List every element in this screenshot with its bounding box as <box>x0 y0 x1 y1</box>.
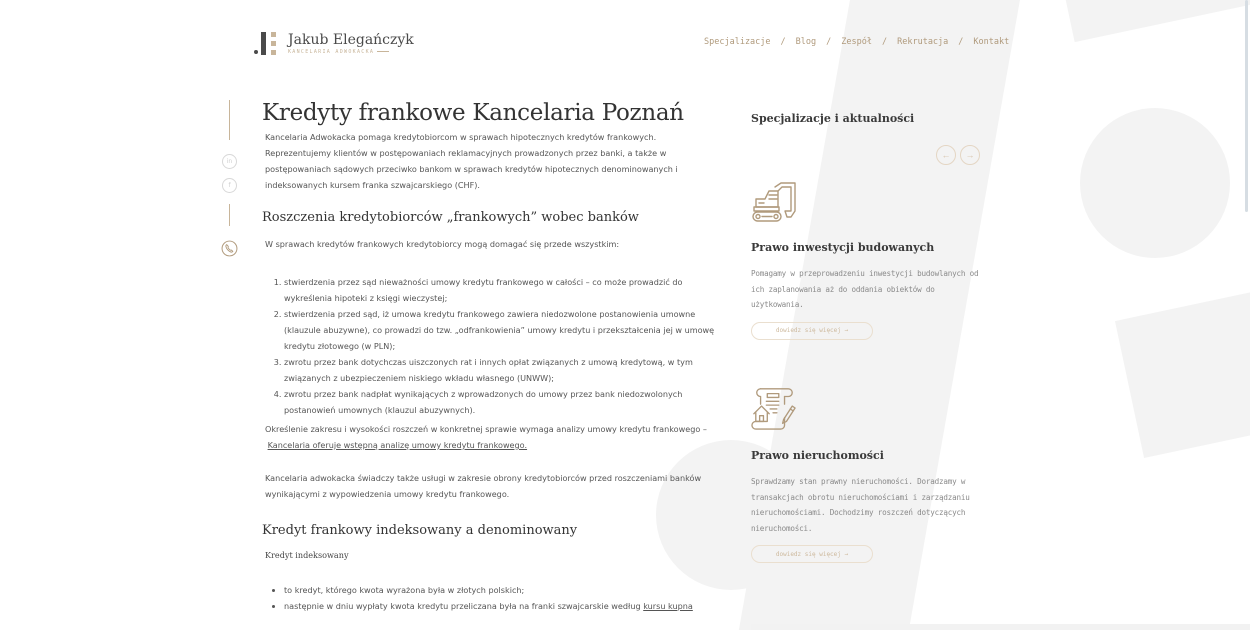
property-document-icon <box>751 385 797 431</box>
nav-separator: / <box>958 37 964 47</box>
main-content <box>262 98 722 614</box>
site-logo[interactable] <box>254 31 414 57</box>
carousel-next-button[interactable]: → <box>960 145 980 165</box>
footer-strip <box>751 624 1250 630</box>
claims-list <box>262 274 722 418</box>
logo-subtitle: KANCELARIA ADWOKACKA <box>288 48 414 56</box>
list-item: 4. zwrotu przez bank nadpłat wynikających z wprowadzonych do umowy przez bank niedozwolonych postanowień umownych (klauzul abuzywnych). <box>284 386 722 418</box>
defense-paragraph: Kancelaria adwokacka świadczy także usługi w zakresie obrony kredytobiorców przed roszczeniami banków wynikającymi z wypowiedzenia umowy kredytu frankowego. <box>265 473 702 499</box>
card-title: Prawo inwestycji budowanych <box>751 241 935 254</box>
sidebar <box>751 112 991 558</box>
list-item: 3. zwrotu przez bank dotychczas uiszczonych rat i innych opłat związanych z umową kredytową, w tym związanych z ubezpieczeniem niskiego wkładu własnego (UNWW); <box>284 354 722 386</box>
background-corner-shape <box>1060 0 1250 42</box>
list-item: 1. stwierdzenia przez sąd nieważności umowy kredytu frankowego w całości – co może prowadzić do wykreślenia hipoteki z księgi wieczystej; <box>284 274 722 306</box>
nav-zespol[interactable]: Zespół <box>841 37 872 47</box>
index-heading: Kredyt frankowy indeksowany a denominowany <box>262 523 578 538</box>
list-item: • następnie w dniu wypłaty kwota kredytu przeliczana była na franki szwajcarskie według kursu kupna <box>284 598 722 614</box>
list-item: 2. stwierdzenia przed sąd, iż umowa kredytu frankowego zawiera niedozwolone postanowienia umowne (klauzule abuzywne), co prowadzi do tzw. „odfrankowienia” umowy kredytu i przekształcenia jej w umowę kredytu złotowego (w PLN); <box>284 306 722 354</box>
learn-more-button[interactable]: dowiedz się więcej → <box>751 545 873 563</box>
nav-separator: / <box>780 37 786 47</box>
card-title: Prawo nieruchomości <box>751 449 884 462</box>
claims-heading: Roszczenia kredytobiorców „frankowych” wobec banków <box>262 210 639 225</box>
rail-divider <box>229 100 230 140</box>
logo-name: Jakub Elegańczyk <box>288 31 414 48</box>
main-nav <box>704 37 1009 47</box>
index-subheading: Kredyt indeksowany <box>265 550 349 560</box>
nav-blog[interactable]: Blog <box>795 37 817 47</box>
nav-separator: / <box>826 37 832 47</box>
nav-rekrutacja[interactable]: Rekrutacja <box>897 37 949 47</box>
page-scrollbar[interactable] <box>1245 0 1248 212</box>
nav-specjalizacje[interactable]: Specjalizacje <box>704 37 771 47</box>
nav-kontakt[interactable]: Kontakt <box>973 37 1010 47</box>
phone-icon[interactable] <box>221 240 238 257</box>
specialization-card <box>751 385 991 563</box>
facebook-icon[interactable]: f <box>222 178 237 193</box>
linkedin-icon[interactable]: in <box>222 154 237 169</box>
excavator-icon <box>751 181 797 223</box>
learn-more-button[interactable]: dowiedz się więcej → <box>751 322 873 340</box>
nav-separator: / <box>881 37 888 47</box>
carousel-prev-button[interactable]: ← <box>936 145 956 165</box>
specialization-card <box>751 181 991 340</box>
scope-paragraph: Określenie zakresu i wysokości roszczeń w konkretnej sprawie wymaga analizy umowy kredytu frankowego – Kancelaria oferuje wstępną analizę umowy kredytu frankowego. <box>265 424 707 450</box>
contract-analysis-link[interactable]: Kancelaria oferuje wstępną analizę umowy kredytu frankowego. <box>267 440 528 450</box>
card-description: Pomagamy w przeprowadzeniu inwestycji budowlanych od ich zaplanowania aż do oddania obiektów do użytkowania. <box>751 269 979 309</box>
intro-paragraph: Kancelaria Adwokacka pomaga kredytobiorcom w sprawach hipotecznych kredytów frankowych. Reprezentujemy klientów w postępowaniach reklamacyjnych prowadzonych przez banki, a także w postępowaniach sądowych przeciwko bankom w sprawach kredytów hipotecznych denominowanych i indeksowanych kursem franka szwajcarskiego (CHF). <box>265 132 678 190</box>
rail-divider <box>229 204 230 226</box>
logo-mark-icon <box>254 31 280 57</box>
background-square-shape <box>1115 292 1250 458</box>
carousel-controls <box>936 145 980 165</box>
index-list <box>262 582 722 614</box>
card-description: Sprawdzamy stan prawny nieruchomości. Doradzamy w transakcjach obrotu nieruchomościami i zarządzaniu nieruchomościami. Dochodzimy roszczeń dotyczących nieruchomości. <box>751 477 970 533</box>
page-title: Kredyty frankowe Kancelaria Poznań <box>262 100 684 126</box>
background-circle-shape <box>1080 108 1230 258</box>
list-item: • to kredyt, którego kwota wyrażona była w złotych polskich; <box>284 582 722 598</box>
claims-intro: W sprawach kredytów frankowych kredytobiorcy mogą domagać się przede wszystkim: <box>265 239 620 249</box>
exchange-rate-link[interactable]: kursu kupna <box>643 601 693 611</box>
sidebar-title: Specjalizacje i aktualności <box>751 112 915 125</box>
